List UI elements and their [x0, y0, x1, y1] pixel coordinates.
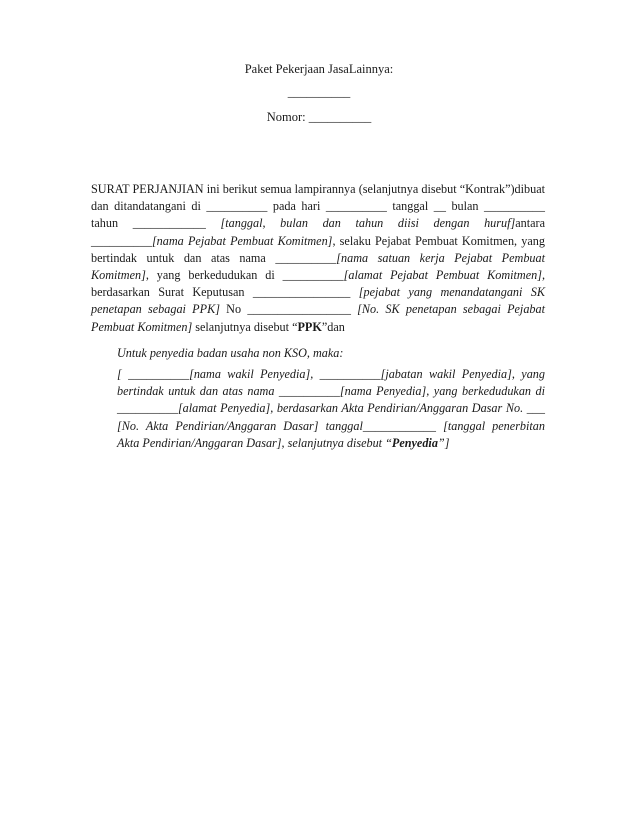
agreement-text: No _________________: [219, 302, 358, 317]
ppk-name-hint: [nama Pejabat Pembuat Komitmen]: [151, 233, 333, 248]
agreement-text: selanjutnya disebut “: [192, 319, 298, 334]
contract-number: Nomor: __________: [266, 110, 372, 124]
agreement-paragraph: [91, 181, 545, 336]
agreement-text: berdasarkan Surat Keputusan ________________: [91, 285, 359, 300]
provider-text: ”]: [437, 435, 450, 450]
sk-number-hint: [No. SK penetapan sebagai Pejabat Pembuat Komitmen]: [91, 302, 545, 334]
agreement-text: antara __________: [91, 216, 545, 248]
agreement-text: , selaku Pejabat Pembuat Komitmen, yang bertindak untuk dan atas nama __________: [91, 233, 545, 265]
provider-paragraph: [117, 366, 545, 452]
provider-heading: Untuk penyedia badan usaha non KSO, maka:: [117, 346, 344, 360]
agreement-text: ”dan: [321, 319, 345, 334]
package-title: Paket Pekerjaan JasaLainnya:: [244, 62, 394, 76]
ppk-term: PPK: [297, 319, 322, 334]
agreement-text: SURAT PERJANJIAN ini berikut semua lampirannya (selanjutnya disebut “Kontrak”)dibuat dan ditandatangani di __________ pada hari __________ tanggal __ bulan __________ tahun ____________: [91, 182, 545, 231]
agreement-text: , yang berkedudukan di __________: [145, 268, 344, 283]
agreement-date-hint: [tanggal, bulan dan tahun diisi dengan huruf]: [220, 216, 516, 231]
provider-term: Penyedia: [391, 435, 438, 450]
provider-text: [ __________[nama wakil Penyedia], __________[jabatan wakil Penyedia], yang bertindak untuk dan atas nama __________[nama Penyedia], yang berkedudukan di __________[alamat Penyedia], berdasarkan Akta Pendirian/Anggaran Dasar No. ___ [No. Akta Pendirian/Anggaran Dasar] tanggal____________ [tanggal penerbitan Akta Pendirian/Anggaran Dasar], selanjutnya disebut “: [117, 367, 545, 450]
sk-signer-hint: [pejabat yang menandatangani SK penetapan sebagai PPK]: [91, 285, 545, 317]
work-unit-hint: [nama satuan kerja Pejabat Pembuat Komitmen]: [91, 250, 545, 283]
ppk-address-hint: [alamat Pejabat Pembuat Komitmen],: [343, 268, 545, 283]
package-blank-line: __________: [287, 85, 351, 99]
